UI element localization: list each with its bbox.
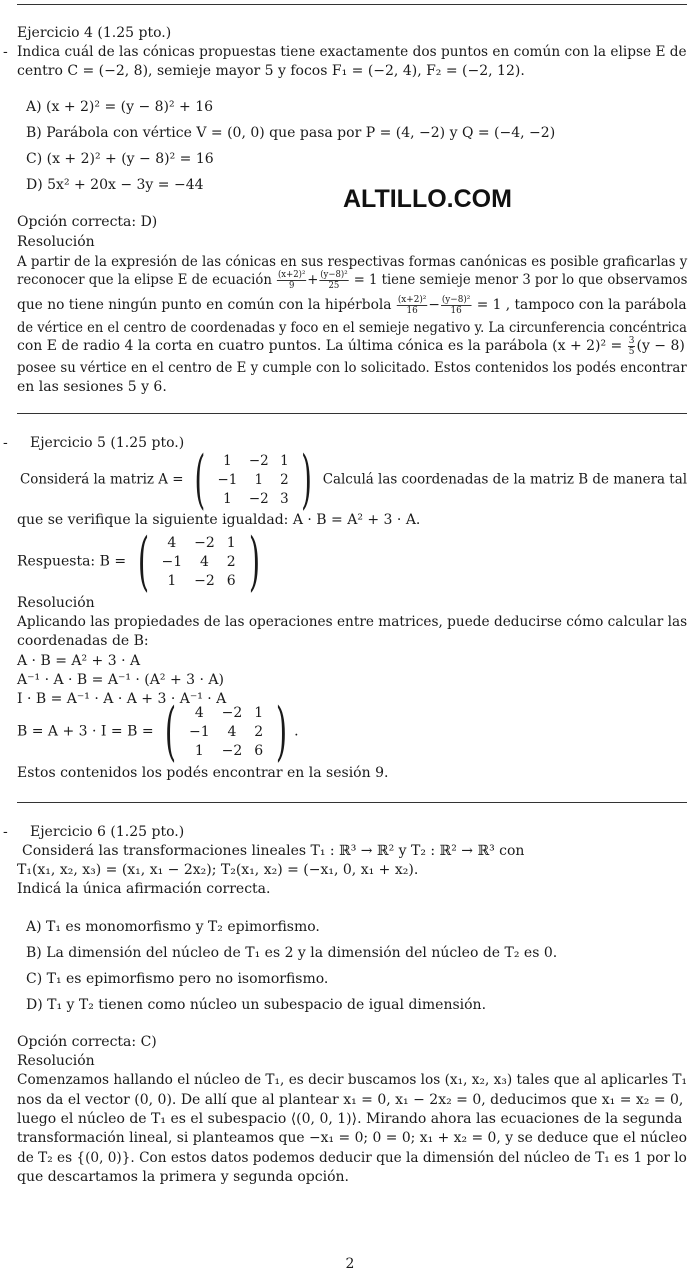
matrix-cell: 1	[223, 490, 232, 507]
ex4-option-b: B) Parábola con vértice V = (0, 0) que pasa por P = (4, −2) y Q = (−4, −2)	[26, 125, 556, 141]
ex5-equation: A⁻¹ · A · B = A⁻¹ · (A² + 3 · A)	[17, 672, 224, 688]
matrix-cell: −2	[221, 704, 243, 721]
denominator: 5	[628, 346, 635, 357]
right-paren: )	[248, 525, 260, 599]
ex6-statement-line: T₁(x₁, x₂, x₃) = (x₁, x₁ − 2x₂); T₂(x₁, x₂) = (−x₁, 0, x₁ + x₂).	[17, 862, 419, 878]
ex5-closing: Estos contenidos los podés encontrar en la sesión 9.	[17, 765, 389, 781]
section-divider	[17, 413, 687, 414]
ex4-resolution-label: Resolución	[17, 234, 95, 250]
text: Calculá las coordenadas de la matriz B de manera tal	[322, 471, 688, 488]
denominator: 25	[328, 280, 340, 291]
ex6-option-c: C) T₁ es epimorfismo pero no isomorfismo.	[26, 971, 329, 987]
ex5-equation: A · B = A² + 3 · A	[17, 653, 141, 669]
matrix-b	[156, 534, 242, 591]
text: Considerá la matriz A =	[20, 471, 184, 488]
section-divider	[17, 802, 687, 803]
matrix-cell: 4	[194, 704, 204, 721]
matrix-cell: −2	[221, 742, 243, 759]
text: = 1 , tampoco con la parábola	[476, 297, 687, 313]
left-paren: (	[164, 695, 177, 769]
text: con E de radio 4 la corta en cuatro puntos. La última cónica es la parábola (x + 2)² =	[17, 338, 623, 354]
ex4-title: Ejercicio 4 (1.25 pto.)	[17, 25, 172, 41]
ex5-answer	[17, 525, 267, 599]
matrix-cell: 6	[254, 742, 264, 759]
matrix-cell: −2	[194, 572, 215, 589]
matrix-cell: −1	[188, 723, 210, 740]
text: que no tiene ningún punto en común con la hipérbola	[17, 297, 392, 313]
matrix-cell: −2	[248, 452, 269, 469]
page-number: 2	[345, 1256, 355, 1272]
numerator: 3	[628, 335, 635, 346]
matrix-cell: 4	[227, 723, 237, 740]
matrix-cell: 6	[226, 572, 236, 589]
text: = 1 tiene semieje menor 3 por lo que observamos	[353, 272, 688, 288]
ex6-resolution-label: Resolución	[17, 1053, 95, 1069]
ex5-title: Ejercicio 5 (1.25 pto.)	[30, 435, 185, 451]
ex6-resolution-line: Comenzamos hallando el núcleo de T₁, es decir buscamos los (x₁, x₂, x₃) tales que al aplicarles T₁	[17, 1072, 688, 1088]
ex4-option-c: C) (x + 2)² + (y − 8)² = 16	[26, 151, 214, 167]
ex6-resolution-line: nos da el vector (0, 0). De allí que al plantear x₁ = 0, x₁ − 2x₂ = 0, deducimos que x₁ = x₂ = 0,	[17, 1092, 684, 1108]
matrix-result	[183, 704, 269, 761]
ex6-option-b: B) La dimensión del núcleo de T₁ es 2 y la dimensión del núcleo de T₂ es 0.	[26, 945, 558, 961]
ex4-resolution-line: reconocer que la elipse E de ecuación $\frac{\text{(x+2)²}}{9}$ + $\frac{\text{(y−8)²}}{25}$ = 1 tiene semieje menor 3 por lo que observamos	[17, 269, 688, 291]
matrix-cell: 1	[223, 452, 232, 469]
matrix-cell: 1	[194, 742, 204, 759]
left-paren: (	[194, 443, 206, 517]
ex5-resolution-line: coordenadas de B:	[17, 633, 149, 649]
matrix-cell: 2	[226, 553, 236, 570]
ex6-resolution-line: luego el núcleo de T₁ es el subespacio ⟨(0, 0, 1)⟩. Mirando ahora las ecuaciones de la segunda	[17, 1111, 683, 1127]
ex5-resolution-label: Resolución	[17, 595, 95, 611]
ex6-statement-line: Indicá la única afirmación correcta.	[17, 881, 271, 897]
left-paren: (	[137, 525, 149, 599]
matrix-cell: −2	[248, 490, 269, 507]
fraction	[277, 270, 306, 291]
fraction	[628, 336, 636, 357]
ex4-option-d: D) 5x² + 20x − 3y = −44	[26, 177, 204, 193]
matrix-cell: 1	[254, 704, 264, 721]
brand-watermark: ALTILLO.COM	[343, 185, 512, 213]
ex6-resolution-line: de T₂ es {(0, 0)}. Con estos datos podemos deducir que la dimensión del núcleo de T₁ es 1 por lo	[17, 1150, 687, 1166]
answer-label: Respuesta: B =	[17, 553, 127, 570]
text: reconocer que la elipse E de ecuación	[17, 272, 272, 288]
ex6-title: Ejercicio 6 (1.25 pto.)	[30, 824, 185, 840]
matrix-cell: 1	[280, 452, 289, 469]
ex4-statement-line: Indica cuál de las cónicas propuestas tiene exactamente dos puntos en común con la elipse E de	[17, 44, 687, 60]
right-paren: )	[301, 443, 312, 517]
fraction	[441, 295, 471, 316]
ex6-option-a: A) T₁ es monomorfismo y T₂ epimorfismo.	[26, 919, 320, 935]
ex4-resolution-line: A partir de la expresión de las cónicas en sus respectivas formas canónicas es posible graficarlas y	[17, 254, 688, 270]
text: .	[294, 723, 299, 740]
ex4-statement-line: centro C = (−2, 8), semieje mayor 5 y focos F₁ = (−2, 4), F₂ = (−2, 12).	[17, 63, 525, 79]
numerator: (x+2)²	[277, 269, 306, 280]
matrix-cell: 4	[167, 534, 177, 551]
ex6-option-d: D) T₁ y T₂ tienen como núcleo un subespacio de igual dimensión.	[26, 997, 487, 1013]
matrix-cell: −2	[194, 534, 215, 551]
bullet-dash: -	[3, 44, 8, 60]
bullet-dash: -	[3, 824, 8, 840]
ex5-statement-line: que se verifique la siguiente igualdad: A · B = A² + 3 · A.	[17, 512, 421, 528]
matrix-cell: −1	[161, 553, 183, 570]
ex6-statement-line: Considerá las transformaciones lineales T₁ : ℝ³ → ℝ² y T₂ : ℝ² → ℝ³ con	[22, 843, 525, 859]
matrix-cell: 3	[280, 490, 289, 507]
ex5-equation: I · B = A⁻¹ · A · A + 3 · A⁻¹ · A	[17, 691, 227, 707]
denominator: 9	[288, 280, 295, 291]
ex4-resolution-line: de vértice en el centro de coordenadas y foco en el semieje negativo y. La circunferencia concéntrica	[17, 320, 687, 336]
fraction	[397, 295, 427, 316]
matrix-cell: 2	[254, 723, 264, 740]
ex6-correct-answer: Opción correcta: C)	[17, 1034, 157, 1050]
matrix-cell: 1	[167, 572, 177, 589]
text: (y − 8)	[636, 338, 685, 354]
ex5-resolution-line: Aplicando las propiedades de las operaciones entre matrices, puede deducirse cómo calcular las	[17, 614, 688, 630]
matrix-cell: 2	[280, 471, 289, 488]
denominator: 16	[406, 305, 418, 316]
matrix-a	[212, 452, 295, 509]
numerator: (y−8)²	[441, 294, 471, 305]
denominator: 16	[450, 305, 462, 316]
matrix-cell: 1	[226, 534, 236, 551]
matrix-cell: −1	[217, 471, 238, 488]
numerator: (y−8)²	[320, 269, 348, 280]
ex4-resolution-line	[17, 334, 685, 358]
ex4-option-a: A) (x + 2)² = (y − 8)² + 16	[26, 99, 214, 115]
right-paren: )	[276, 695, 288, 769]
ex6-resolution-line: transformación lineal, si planteamos que −x₁ = 0; 0 = 0; x₁ + x₂ = 0, y se deduce que el núcleo	[17, 1130, 687, 1146]
ex4-correct-answer: Opción correcta: D)	[17, 214, 158, 230]
ex4-resolution-line: en las sesiones 5 y 6.	[17, 379, 167, 395]
matrix-cell: 1	[254, 471, 264, 488]
ex4-resolution-line: que no tiene ningún punto en común con la hipérbola $\frac{\text{(x+2)²}}{16}$ − $\frac{\text{(y−8)²}}{16}$ = 1 , tampoco con la parábola	[17, 294, 687, 316]
fraction	[319, 270, 348, 291]
numerator: (x+2)²	[397, 294, 427, 305]
top-rule	[17, 4, 687, 5]
matrix-cell: 4	[200, 553, 209, 570]
ex4-resolution-line: posee su vértice en el centro de E y cumple con lo solicitado. Estos contenidos los podés encontrar	[17, 360, 687, 376]
bullet-dash: -	[3, 435, 8, 451]
text: B = A + 3 · I = B =	[17, 723, 154, 740]
ex6-resolution-line: que descartamos la primera y segunda opción.	[17, 1169, 349, 1185]
